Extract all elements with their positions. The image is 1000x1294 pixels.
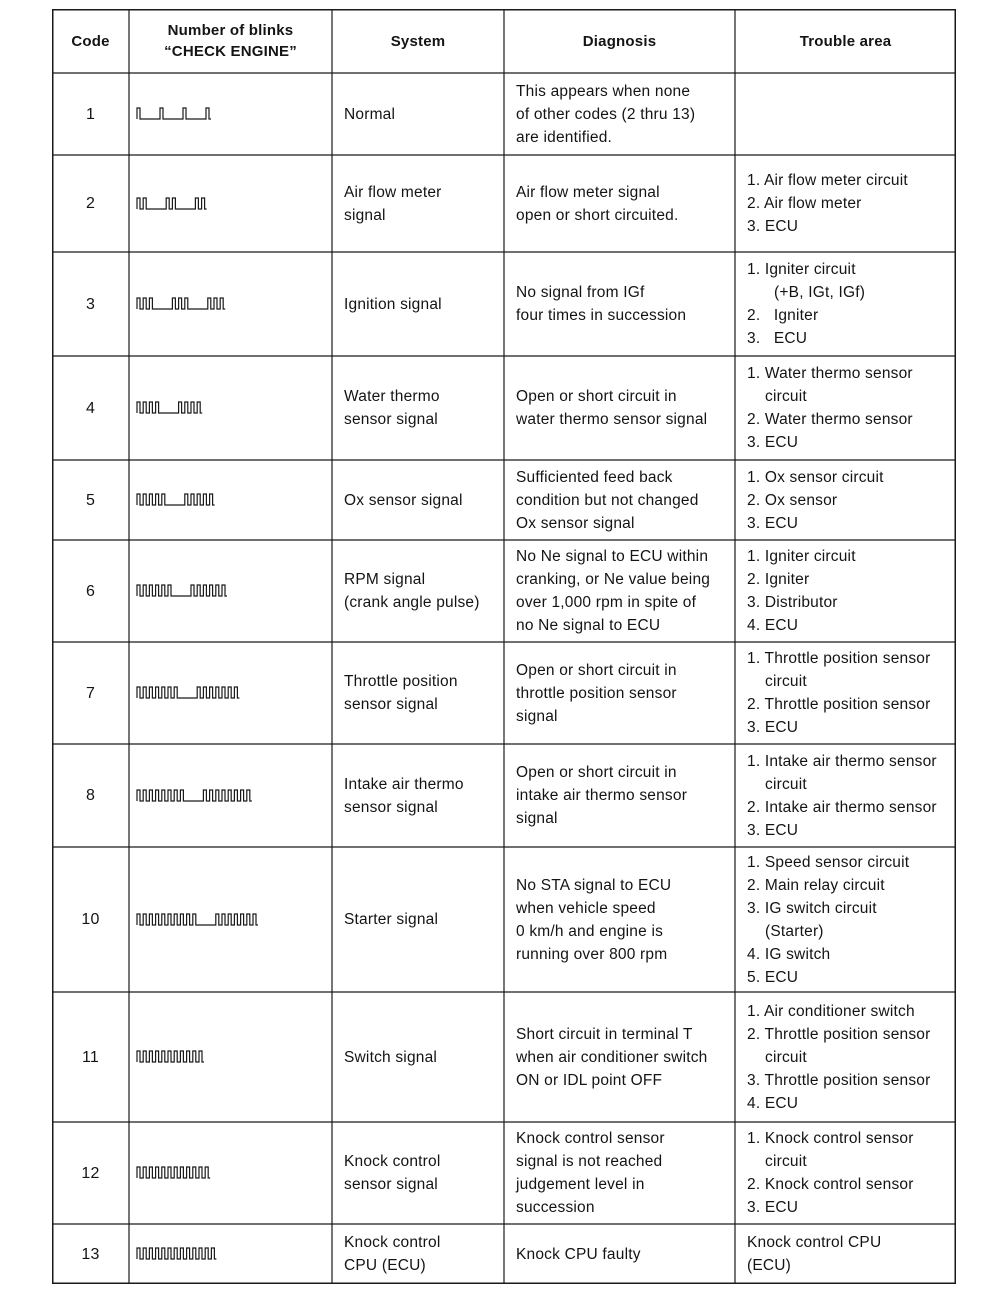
cell-line: signal is not reached [516, 1153, 663, 1170]
cell-line: over 1,000 rpm in spite of [516, 594, 697, 611]
cell-line: ON or IDL point OFF [516, 1071, 663, 1089]
cell-lines [747, 1231, 881, 1277]
cell-line: Ox sensor signal [516, 514, 635, 532]
cell-line: Knock control sensor [516, 1130, 665, 1147]
cell-line: no Ne signal to ECU [516, 617, 661, 634]
cell-line: Knock control [344, 1234, 441, 1251]
cell-line: sensor signal [344, 411, 438, 428]
cell-line: running over 800 rpm [516, 945, 668, 963]
system-cell [332, 1122, 504, 1224]
code-value: 12 [81, 1164, 100, 1182]
blink-pulse-path [137, 298, 225, 309]
code-value: 13 [81, 1245, 100, 1263]
cell-lines [747, 1000, 930, 1115]
cell-line: circuit [747, 1153, 807, 1170]
cell-lines [747, 258, 865, 350]
cell-line: 3. Distributor [747, 594, 838, 611]
cell-line: (ECU) [747, 1257, 792, 1274]
cell-line: CPU (ECU) [344, 1257, 426, 1274]
cell-line: 2. Main relay circuit [747, 876, 885, 894]
cell-line: 0 km/h and engine is [516, 922, 664, 940]
cell-line: 3. Throttle position sensor [747, 1071, 931, 1089]
code-value: 6 [85, 582, 96, 600]
blink-pulse-path [137, 1167, 210, 1178]
code-value: 5 [85, 491, 96, 509]
cell-line: 5. ECU [747, 968, 799, 986]
cell-line: 2. Knock control sensor [747, 1176, 914, 1193]
blink-waveform [135, 912, 262, 928]
cell-line: RPM signal [344, 571, 426, 588]
blink-pattern-cell [129, 73, 332, 155]
blink-pattern-cell [129, 252, 332, 356]
cell-lines [516, 545, 710, 637]
cell-line: 1. Knock control sensor [747, 1130, 914, 1147]
cell-lines [344, 181, 442, 227]
cell-line: 3. ECU [747, 719, 799, 736]
cell-lines [516, 181, 678, 227]
code-cell [52, 356, 129, 460]
blink-pulse-path [137, 494, 215, 505]
cell-line: No Ne signal to ECU within [516, 548, 709, 565]
cell-line: throttle position sensor [516, 684, 677, 702]
cell-lines [516, 1243, 641, 1266]
blink-pattern-cell [129, 992, 332, 1122]
system-cell [332, 252, 504, 356]
blink-pattern-cell [129, 356, 332, 460]
trouble-area-cell [735, 540, 956, 642]
trouble-area-cell [735, 252, 956, 356]
cell-line: circuit [747, 673, 807, 690]
cell-line: Sufficiented feed back [516, 468, 673, 486]
cell-line: 1. Speed sensor circuit [747, 853, 910, 871]
blink-pulse-path [137, 198, 207, 209]
cell-lines [516, 466, 699, 535]
cell-line: sensor signal [344, 798, 438, 816]
blink-pattern-cell [129, 642, 332, 744]
cell-line: cranking, or Ne value being [516, 571, 711, 588]
cell-line: sensor signal [344, 696, 438, 713]
cell-line: 1. Igniter circuit [747, 548, 856, 565]
cell-lines [516, 659, 677, 728]
cell-line: Air flow meter [344, 183, 442, 201]
cell-line: 2. Intake air thermo sensor [747, 798, 937, 816]
cell-line: circuit [747, 388, 807, 405]
system-cell [332, 460, 504, 540]
cell-line: Knock CPU faulty [516, 1245, 641, 1263]
header-system: System [390, 32, 446, 50]
diagnosis-cell [504, 744, 735, 847]
cell-line: 3. ECU [747, 330, 808, 347]
cell-line: 2. Igniter [747, 571, 810, 588]
trouble-area-cell [735, 744, 956, 847]
diagnosis-cell [504, 1122, 735, 1224]
cell-lines [747, 750, 937, 842]
blink-pulse-path [137, 687, 239, 698]
cell-line: 4. ECU [747, 1094, 799, 1112]
blink-pulse-path [137, 108, 211, 119]
system-cell [332, 847, 504, 992]
code-value: 4 [85, 399, 96, 417]
cell-line: 3. ECU [747, 434, 799, 451]
cell-line: 1. Igniter circuit [747, 261, 856, 278]
trouble-area-cell [735, 847, 956, 992]
cell-line: 2. Water thermo sensor [747, 411, 913, 428]
header-code: Code [71, 32, 110, 50]
system-cell [332, 540, 504, 642]
cell-line: are identified. [516, 128, 613, 146]
code-value: 2 [85, 195, 96, 212]
cell-line: Open or short circuit in [516, 764, 677, 781]
blink-pulse-path [137, 1051, 204, 1062]
diagnosis-cell [504, 155, 735, 252]
blink-waveform [135, 106, 215, 122]
blink-pattern-cell [129, 155, 332, 252]
cell-line: Throttle position [344, 673, 458, 690]
cell-line: Switch signal [344, 1048, 438, 1066]
cell-lines [344, 293, 442, 316]
diagnosis-cell [504, 73, 735, 155]
trouble-area-cell [735, 1122, 956, 1224]
cell-line: 2. Ox sensor [747, 491, 838, 509]
cell-line: water thermo sensor signal [516, 411, 708, 428]
cell-lines [344, 385, 440, 431]
code-cell [52, 73, 129, 155]
trouble-area-cell [735, 992, 956, 1122]
diagnosis-cell [504, 540, 735, 642]
code-value: 3 [85, 295, 96, 313]
cell-lines [344, 670, 458, 716]
diagnosis-cell [504, 1224, 735, 1284]
cell-lines [516, 80, 695, 149]
cell-line: Ox sensor signal [344, 491, 463, 509]
blink-pulse-path [137, 790, 252, 801]
trouble-area-cell [735, 356, 956, 460]
trouble-area-cell [735, 460, 956, 540]
code-cell [52, 744, 129, 847]
cell-line: Open or short circuit in [516, 661, 677, 679]
cell-line: Intake air thermo [344, 775, 464, 793]
cell-line: 2. Throttle position sensor [747, 1025, 931, 1043]
cell-lines [747, 647, 930, 739]
code-cell [52, 540, 129, 642]
cell-line: signal [516, 810, 558, 827]
header-blinks: Number of blinks “CHECK ENGINE” [164, 22, 297, 60]
code-value: 1 [85, 105, 96, 123]
cell-lines [344, 489, 463, 512]
header-trouble-area: Trouble area [799, 32, 892, 50]
cell-line: 1. Air flow meter circuit [747, 172, 908, 189]
code-value: 10 [81, 911, 100, 928]
trouble-area-cell [735, 155, 956, 252]
code-value: 7 [85, 684, 96, 702]
cell-line: No STA signal to ECU [516, 876, 672, 894]
cell-lines [516, 874, 671, 966]
cell-line: (Starter) [747, 922, 824, 940]
blink-waveform [135, 788, 256, 804]
blink-pulse-path [137, 402, 202, 413]
blink-waveform [135, 583, 231, 599]
system-cell [332, 992, 504, 1122]
system-cell [332, 1224, 504, 1284]
blink-waveform [135, 1049, 208, 1065]
diagnostic-code-table [52, 9, 956, 1284]
cell-line: of other codes (2 thru 13) [516, 105, 696, 123]
blink-pulse-path [137, 1248, 216, 1259]
cell-lines [747, 851, 909, 989]
code-cell [52, 1224, 129, 1284]
blink-pattern-cell [129, 1224, 332, 1284]
cell-line: Knock control CPU [747, 1234, 882, 1251]
cell-lines [344, 908, 438, 931]
cell-lines [747, 466, 884, 535]
cell-line: This appears when none [516, 82, 691, 100]
diagnosis-cell [504, 642, 735, 744]
cell-line: 1. Water thermo sensor [747, 365, 913, 382]
system-cell [332, 155, 504, 252]
cell-lines [344, 1150, 441, 1196]
cell-lines [747, 362, 913, 454]
cell-line: 4. IG switch [747, 945, 831, 963]
cell-line: (crank angle pulse) [344, 594, 480, 611]
cell-line: circuit [747, 1048, 807, 1066]
cell-line: four times in succession [516, 307, 687, 324]
cell-line: judgement level in [516, 1176, 645, 1193]
cell-line: when air conditioner switch [516, 1048, 708, 1066]
cell-line: 2. Igniter [747, 307, 819, 324]
system-cell [332, 356, 504, 460]
cell-lines [516, 761, 687, 830]
cell-line: Normal [344, 105, 396, 123]
blink-pattern-cell [129, 1122, 332, 1224]
code-cell [52, 252, 129, 356]
cell-lines [344, 1231, 441, 1277]
cell-lines [516, 281, 686, 327]
cell-line: 3. ECU [747, 218, 799, 235]
blink-waveform [135, 685, 243, 701]
cell-lines [344, 1046, 437, 1069]
cell-lines [344, 103, 395, 126]
cell-line: Starter signal [344, 911, 439, 928]
blink-pulse-path [137, 585, 227, 596]
cell-lines [516, 385, 707, 431]
cell-line: intake air thermo sensor [516, 787, 688, 804]
cell-lines [747, 1127, 914, 1219]
cell-line: 1. Intake air thermo sensor [747, 752, 937, 770]
cell-line: signal [344, 206, 386, 224]
diagnosis-cell [504, 356, 735, 460]
trouble-area-cell [735, 642, 956, 744]
diagnosis-cell [504, 252, 735, 356]
cell-line: 3. ECU [747, 821, 799, 839]
system-cell [332, 642, 504, 744]
blink-waveform [135, 400, 206, 416]
blink-pattern-cell [129, 847, 332, 992]
cell-line: condition but not changed [516, 491, 699, 509]
code-value: 8 [85, 787, 96, 804]
cell-line: open or short circuited. [516, 206, 679, 224]
cell-line: 3. ECU [747, 514, 799, 532]
trouble-area-cell [735, 73, 956, 155]
blink-pattern-cell [129, 540, 332, 642]
code-cell [52, 1122, 129, 1224]
cell-lines [344, 568, 480, 614]
code-cell [52, 155, 129, 252]
cell-line: No signal from IGf [516, 284, 645, 301]
cell-line: succession [516, 1199, 595, 1216]
cell-line: signal [516, 707, 558, 725]
cell-line: when vehicle speed [516, 899, 656, 917]
diagnosis-cell [504, 992, 735, 1122]
system-cell [332, 73, 504, 155]
blink-waveform [135, 1246, 220, 1262]
cell-line: Air flow meter signal [516, 183, 660, 201]
code-cell [52, 460, 129, 540]
blink-pulse-path [137, 914, 258, 925]
cell-line: 3. ECU [747, 1199, 799, 1216]
blink-waveform [135, 196, 211, 212]
cell-lines [516, 1127, 665, 1219]
cell-line: circuit [747, 775, 807, 793]
cell-line: Short circuit in terminal T [516, 1025, 693, 1043]
code-value: 11 [81, 1048, 99, 1066]
cell-line: Water thermo [344, 388, 440, 405]
cell-lines [747, 545, 856, 637]
cell-line: 1. Air conditioner switch [747, 1002, 915, 1020]
diagnosis-cell [504, 460, 735, 540]
cell-line: 3. IG switch circuit [747, 899, 877, 917]
cell-line: Open or short circuit in [516, 388, 677, 405]
cell-line: Ignition signal [344, 295, 442, 313]
blink-waveform [135, 1165, 214, 1181]
cell-line: 4. ECU [747, 617, 799, 634]
cell-lines [344, 773, 464, 819]
cell-line: 2. Air flow meter [747, 195, 862, 212]
system-cell [332, 744, 504, 847]
blink-pattern-cell [129, 460, 332, 540]
code-cell [52, 642, 129, 744]
trouble-area-cell [735, 1224, 956, 1284]
cell-line: sensor signal [344, 1176, 438, 1193]
cell-lines [516, 1023, 708, 1092]
cell-line: Knock control [344, 1153, 441, 1170]
header-diagnosis: Diagnosis [582, 32, 657, 50]
cell-line: (+B, IGt, IGf) [747, 284, 866, 301]
cell-line: 2. Throttle position sensor [747, 696, 931, 713]
cell-line: 1. Ox sensor circuit [747, 468, 884, 486]
blink-waveform [135, 492, 219, 508]
blink-waveform [135, 296, 229, 312]
code-cell [52, 847, 129, 992]
diagnosis-cell [504, 847, 735, 992]
code-cell [52, 992, 129, 1122]
cell-line: 1. Throttle position sensor [747, 650, 931, 667]
blink-pattern-cell [129, 744, 332, 847]
cell-lines [747, 169, 908, 238]
